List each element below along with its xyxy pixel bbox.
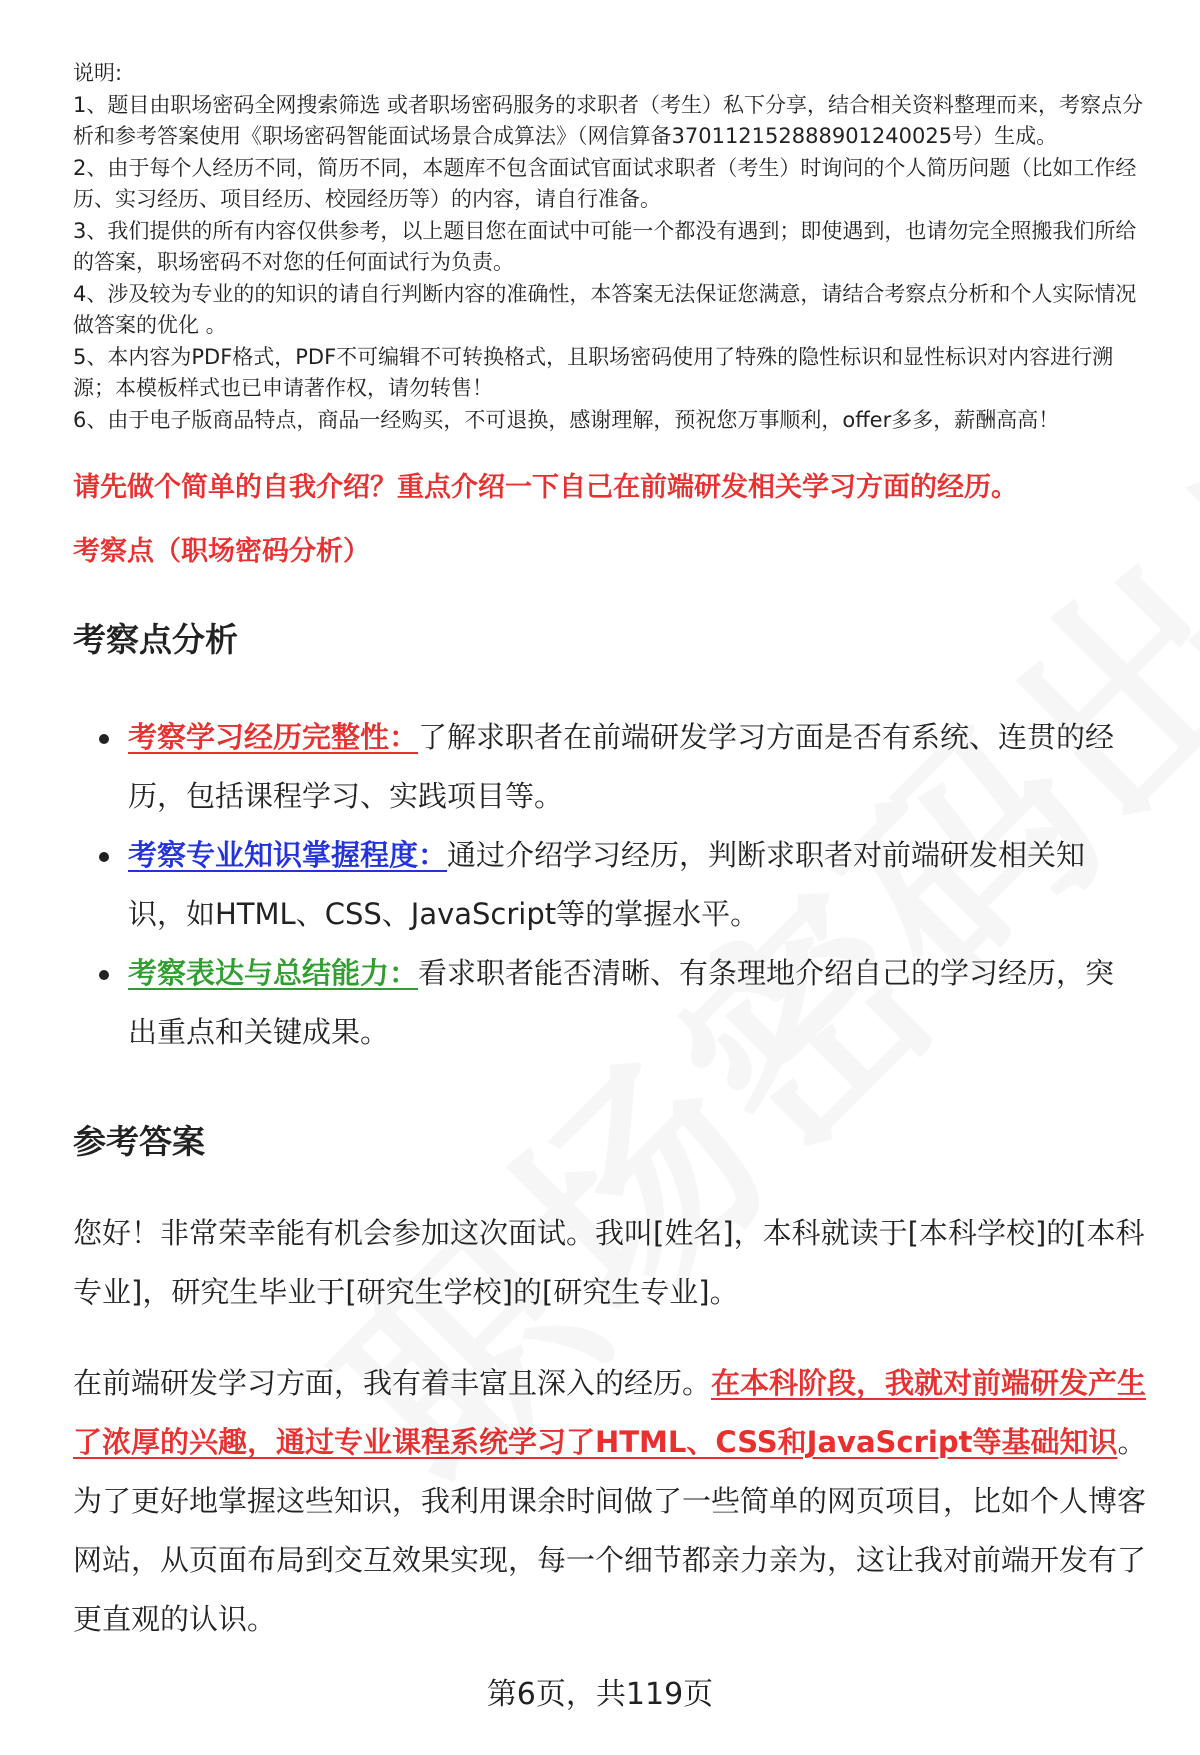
answer-paragraph-2	[73, 1354, 1148, 1649]
analysis-point-2-text: 通过介绍学习经历，判断求职者对前端研发相关知识，如HTML、CSS、JavaScript等的掌握水平。	[128, 838, 1086, 931]
analysis-point-1	[128, 708, 1148, 826]
analysis-point-1-key: 考察学习经历完整性：	[128, 720, 419, 754]
note-item-4: 4、涉及较为专业的的知识的请自行判断内容的准确性，本答案无法保证您满意，请结合考察点分析和个人实际情况做答案的优化 。	[73, 281, 1137, 337]
analysis-point-2-key: 考察专业知识掌握程度：	[128, 838, 448, 872]
answer-paragraph-2-highlight: 在本科阶段，我就对前端研发产生了浓厚的兴趣，通过专业课程系统学习了HTML、CSS和JavaScript等基础知识	[73, 1366, 1147, 1459]
answer-paragraph-2-rest: 。为了更好地掌握这些知识，我利用课余时间做了一些简单的网页项目，比如个人博客网站，从页面布局到交互效果实现，每一个细节都亲力亲为，这让我对前端开发有了更直观的认识。	[73, 1425, 1147, 1636]
notes-heading: 说明:	[73, 61, 123, 85]
note-item-5: 5、本内容为PDF格式，PDF不可编辑不可转换格式，且职场密码使用了特殊的隐性标识和显性标识对内容进行溯源；本模板样式也已申请著作权，请勿转售！	[73, 344, 1114, 400]
answer-paragraph-2-intro: 在前端研发学习方面，我有着丰富且深入的经历。	[73, 1366, 712, 1400]
note-item-1: 1、题目由职场密码全网搜索筛选 或者职场密码服务的求职者（考生）私下分享，结合相关资料整理而来，考察点分析和参考答案使用《职场密码智能面试场景合成算法》（网信算备370112152888901240025号）生成。	[73, 92, 1144, 148]
notes-section	[73, 58, 1148, 436]
answer-paragraph-1: 您好！非常荣幸能有机会参加这次面试。我叫[姓名]，本科就读于[本科学校]的[本科专业]，研究生毕业于[研究生学校]的[研究生专业]。	[73, 1216, 1145, 1309]
analysis-point-3	[128, 944, 1148, 1062]
analysis-point-3-key: 考察表达与总结能力：	[128, 956, 419, 990]
note-item-2: 2、由于每个人经历不同，简历不同，本题库不包含面试官面试求职者（考生）时询问的个人简历问题（比如工作经历、实习经历、项目经历、校园经历等）的内容，请自行准备。	[73, 155, 1137, 211]
note-item-6: 6、由于电子版商品特点，商品一经购买，不可退换，感谢理解，预祝您万事顺利，offer多多，薪酬高高！	[73, 407, 1060, 432]
answer-title: 参考答案	[73, 1122, 205, 1161]
analysis-points	[73, 708, 1148, 1062]
analysis-title: 考察点分析	[73, 620, 238, 659]
analysis-point-3-text: 看求职者能否清晰、有条理地介绍自己的学习经历，突出重点和关键成果。	[128, 956, 1115, 1049]
page-number: 第6页，共119页	[486, 1677, 714, 1712]
interview-question: 请先做个简单的自我介绍？重点介绍一下自己在前端研发相关学习方面的经历。	[73, 472, 1018, 503]
analysis-point-1-text: 了解求职者在前端研发学习方面是否有系统、连贯的经历，包括课程学习、实践项目等。	[128, 720, 1115, 813]
analysis-point-2	[128, 826, 1148, 944]
note-item-3: 3、我们提供的所有内容仅供参考，以上题目您在面试中可能一个都没有遇到；即使遇到，也请勿完全照搬我们所给的答案，职场密码不对您的任何面试行为负责。	[73, 218, 1137, 274]
analysis-label: 考察点（职场密码分析）	[73, 536, 370, 567]
